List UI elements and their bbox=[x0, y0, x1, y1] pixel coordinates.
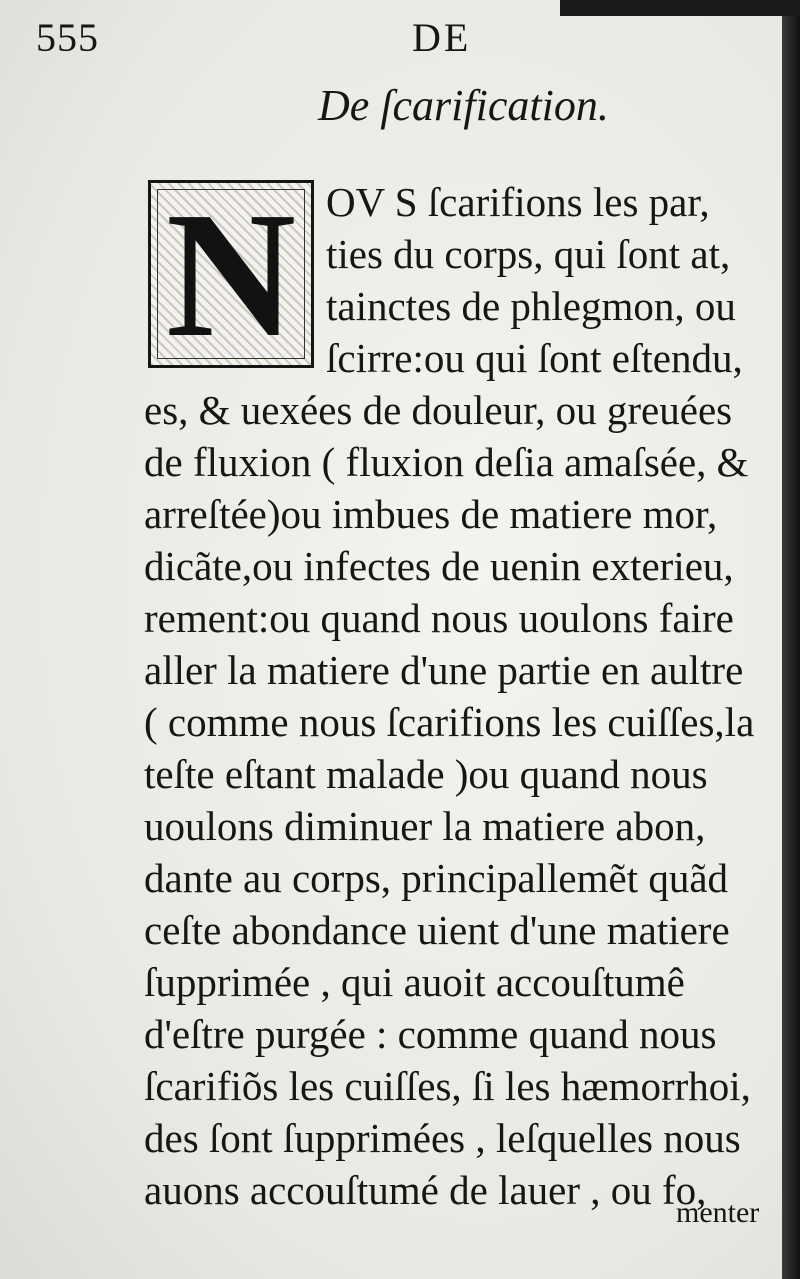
running-head: DE bbox=[412, 15, 472, 60]
initial-letter: N bbox=[166, 175, 296, 374]
text-line: ſcarifiõs les cuiſſes, ſi les hæmorrhoi, bbox=[144, 1063, 751, 1109]
text-line: dicãte,ou infectes de uenin exterieu, bbox=[144, 543, 734, 589]
text-line: auons accouſtumé de lauer , ou fo, bbox=[144, 1167, 707, 1213]
page-gutter-shadow bbox=[782, 0, 800, 1279]
page-edge-shadow bbox=[560, 0, 800, 16]
text-line: ceſte abondance uient d'une matiere bbox=[144, 907, 730, 953]
text-line: tainctes de phlegmon, ou bbox=[326, 283, 736, 329]
section-title: De ſcarification. bbox=[318, 81, 609, 130]
text-line: es, & uexées de douleur, ou greuées bbox=[144, 387, 733, 433]
decorated-initial bbox=[148, 175, 314, 374]
text-line: d'eſtre purgée : comme quand nous bbox=[144, 1011, 717, 1057]
text-line: des ſont ſupprimées , leſquelles nous bbox=[144, 1115, 741, 1161]
text-line: arreſtée)ou imbues de matiere mor, bbox=[144, 491, 718, 537]
text-line: uoulons diminuer la matiere abon, bbox=[144, 803, 706, 849]
text-line: dante au corps, principallemẽt quãd bbox=[144, 855, 729, 901]
catchword: menter bbox=[676, 1196, 760, 1229]
page-number: 555 bbox=[36, 15, 99, 60]
text-line: ( comme nous ſcarifions les cuiſſes,la bbox=[144, 699, 755, 745]
text-line: ſupprimée , qui auoit accouſtumê bbox=[144, 959, 685, 1005]
text-line: OV S ſcarifions les par, bbox=[326, 179, 710, 225]
text-line: teſte eſtant malade )ou quand nous bbox=[144, 751, 708, 797]
text-line: rement:ou quand nous uoulons faire bbox=[144, 595, 734, 641]
text-line: de fluxion ( fluxion deſia amaſsée, & bbox=[144, 439, 749, 485]
text-line: ſcirre:ou qui ſont eſtendu, bbox=[326, 335, 743, 381]
text-line: aller la matiere d'une partie en aultre bbox=[144, 647, 744, 693]
text-line: ties du corps, qui ſont at, bbox=[326, 231, 731, 277]
